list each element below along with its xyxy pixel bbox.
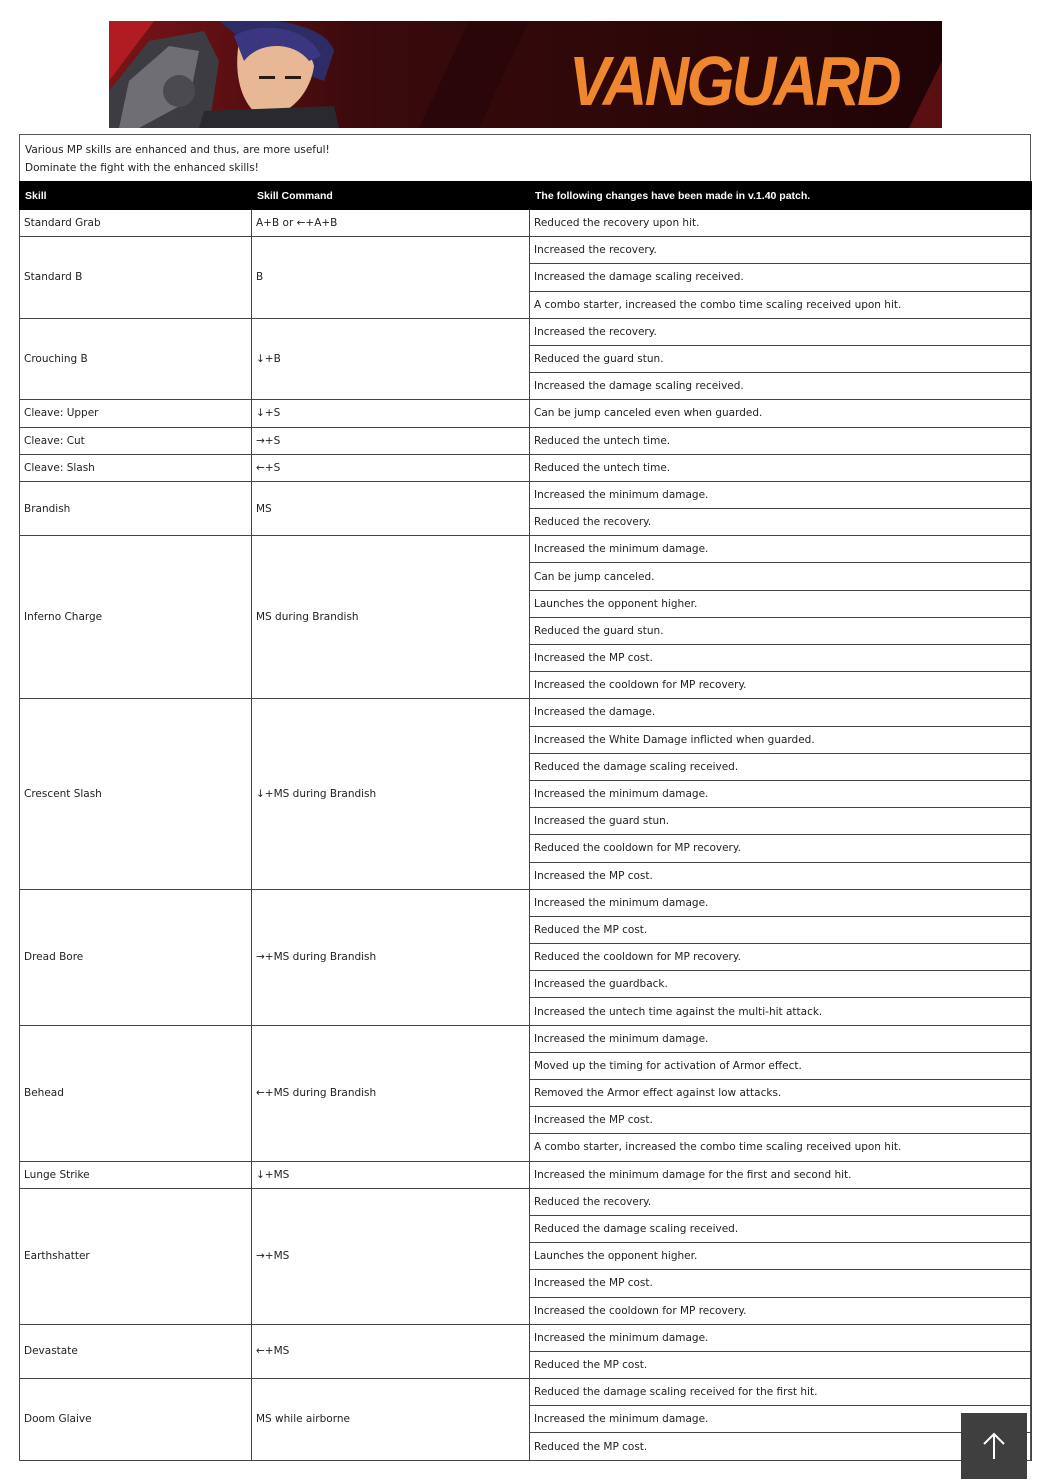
table-row — [20, 1161, 1032, 1188]
skill-command: ↓+S — [252, 400, 530, 427]
change-item: Increased the MP cost. — [530, 645, 1032, 672]
change-item: Reduced the cooldown for MP recovery. — [530, 835, 1032, 862]
change-item: Reduced the recovery. — [530, 1188, 1032, 1215]
skill-changes-table — [19, 181, 1032, 1461]
change-item: Reduced the MP cost. — [530, 1351, 1032, 1378]
skill-command: →+MS — [252, 1188, 530, 1324]
change-item: Reduced the recovery. — [530, 509, 1032, 536]
skill-name: Crouching B — [20, 318, 252, 400]
intro-line-2: Dominate the fight with the enhanced skills! — [25, 162, 259, 174]
skill-name: Cleave: Cut — [20, 427, 252, 454]
change-item: Increased the minimum damage. — [530, 889, 1032, 916]
skill-name: Standard B — [20, 237, 252, 319]
change-item: Increased the MP cost. — [530, 862, 1032, 889]
skill-command: ↓+MS during Brandish — [252, 699, 530, 889]
change-item: Removed the Armor effect against low attacks. — [530, 1080, 1032, 1107]
skill-name: Cleave: Slash — [20, 454, 252, 481]
change-item: Increased the guard stun. — [530, 808, 1032, 835]
change-item: Reduced the untech time. — [530, 427, 1032, 454]
table-row — [20, 427, 1032, 454]
header-skill: Skill — [20, 182, 252, 210]
header-changes: The following changes have been made in v.1.40 patch. — [530, 182, 1032, 210]
change-item: Reduced the damage scaling received for the first hit. — [530, 1379, 1032, 1406]
skill-name: Doom Glaive — [20, 1379, 252, 1461]
change-item: Reduced the guard stun. — [530, 345, 1032, 372]
table-row — [20, 889, 1032, 916]
change-item: Can be jump canceled even when guarded. — [530, 400, 1032, 427]
table-row — [20, 1379, 1032, 1406]
change-item: Reduced the MP cost. — [530, 1433, 1032, 1460]
change-item: Increased the MP cost. — [530, 1270, 1032, 1297]
skill-command: ←+MS — [252, 1324, 530, 1378]
skill-name: Inferno Charge — [20, 536, 252, 699]
change-item: Increased the recovery. — [530, 237, 1032, 264]
banner-artwork — [109, 21, 942, 128]
skill-name: Crescent Slash — [20, 699, 252, 889]
table-row — [20, 210, 1032, 237]
change-item: Reduced the cooldown for MP recovery. — [530, 944, 1032, 971]
change-item: Increased the White Damage inflicted when guarded. — [530, 726, 1032, 753]
patch-notes-panel — [19, 134, 1031, 1461]
skill-command: ↓+B — [252, 318, 530, 400]
skill-name: Lunge Strike — [20, 1161, 252, 1188]
skill-command: →+MS during Brandish — [252, 889, 530, 1025]
change-item: Increased the minimum damage for the first and second hit. — [530, 1161, 1032, 1188]
vanguard-banner — [109, 21, 942, 128]
skill-name: Earthshatter — [20, 1188, 252, 1324]
table-row — [20, 1324, 1032, 1351]
skill-name: Dread Bore — [20, 889, 252, 1025]
skill-command: MS during Brandish — [252, 536, 530, 699]
skill-name: Standard Grab — [20, 210, 252, 237]
change-item: Launches the opponent higher. — [530, 1243, 1032, 1270]
change-item: Increased the damage scaling received. — [530, 373, 1032, 400]
table-row — [20, 481, 1032, 508]
change-item: Increased the minimum damage. — [530, 536, 1032, 563]
change-item: Increased the damage. — [530, 699, 1032, 726]
skill-command: A+B or ←+A+B — [252, 210, 530, 237]
change-item: Increased the cooldown for MP recovery. — [530, 672, 1032, 699]
scroll-to-top-button[interactable] — [961, 1413, 1027, 1479]
change-item: A combo starter, increased the combo time scaling received upon hit. — [530, 1134, 1032, 1161]
table-header-row — [20, 182, 1032, 210]
change-item: Increased the minimum damage. — [530, 1406, 1032, 1433]
table-row — [20, 454, 1032, 481]
change-item: Increased the recovery. — [530, 318, 1032, 345]
change-item: Increased the minimum damage. — [530, 780, 1032, 807]
change-item: Reduced the damage scaling received. — [530, 1215, 1032, 1242]
skill-name: Devastate — [20, 1324, 252, 1378]
arrow-up-icon — [982, 1431, 1006, 1461]
table-row — [20, 1025, 1032, 1052]
change-item: Increased the guardback. — [530, 971, 1032, 998]
table-row — [20, 699, 1032, 726]
skill-command: ↓+MS — [252, 1161, 530, 1188]
table-row — [20, 318, 1032, 345]
change-item: Moved up the timing for activation of Armor effect. — [530, 1052, 1032, 1079]
change-item: Can be jump canceled. — [530, 563, 1032, 590]
banner-title: VANGUARD — [569, 42, 901, 120]
change-item: Reduced the untech time. — [530, 454, 1032, 481]
change-item: Increased the cooldown for MP recovery. — [530, 1297, 1032, 1324]
skill-command: ←+MS during Brandish — [252, 1025, 530, 1161]
change-item: A combo starter, increased the combo time scaling received upon hit. — [530, 291, 1032, 318]
header-command: Skill Command — [252, 182, 530, 210]
change-item: Launches the opponent higher. — [530, 590, 1032, 617]
skill-command: B — [252, 237, 530, 319]
table-row — [20, 536, 1032, 563]
change-item: Reduced the recovery upon hit. — [530, 210, 1032, 237]
intro-line-1: Various MP skills are enhanced and thus, are more useful! — [25, 144, 330, 156]
change-item: Increased the minimum damage. — [530, 1324, 1032, 1351]
change-item: Increased the minimum damage. — [530, 481, 1032, 508]
intro-text — [20, 135, 1030, 181]
skill-name: Cleave: Upper — [20, 400, 252, 427]
table-row — [20, 237, 1032, 264]
change-item: Reduced the damage scaling received. — [530, 753, 1032, 780]
change-item: Reduced the MP cost. — [530, 916, 1032, 943]
table-row — [20, 1188, 1032, 1215]
change-item: Reduced the guard stun. — [530, 617, 1032, 644]
change-item: Increased the untech time against the multi-hit attack. — [530, 998, 1032, 1025]
table-row — [20, 400, 1032, 427]
skill-name: Brandish — [20, 481, 252, 535]
change-item: Increased the MP cost. — [530, 1107, 1032, 1134]
change-item: Increased the damage scaling received. — [530, 264, 1032, 291]
skill-command: →+S — [252, 427, 530, 454]
table-body — [20, 210, 1032, 1461]
skill-command: MS while airborne — [252, 1379, 530, 1461]
skill-command: MS — [252, 481, 530, 535]
skill-command: ←+S — [252, 454, 530, 481]
skill-name: Behead — [20, 1025, 252, 1161]
change-item: Increased the minimum damage. — [530, 1025, 1032, 1052]
